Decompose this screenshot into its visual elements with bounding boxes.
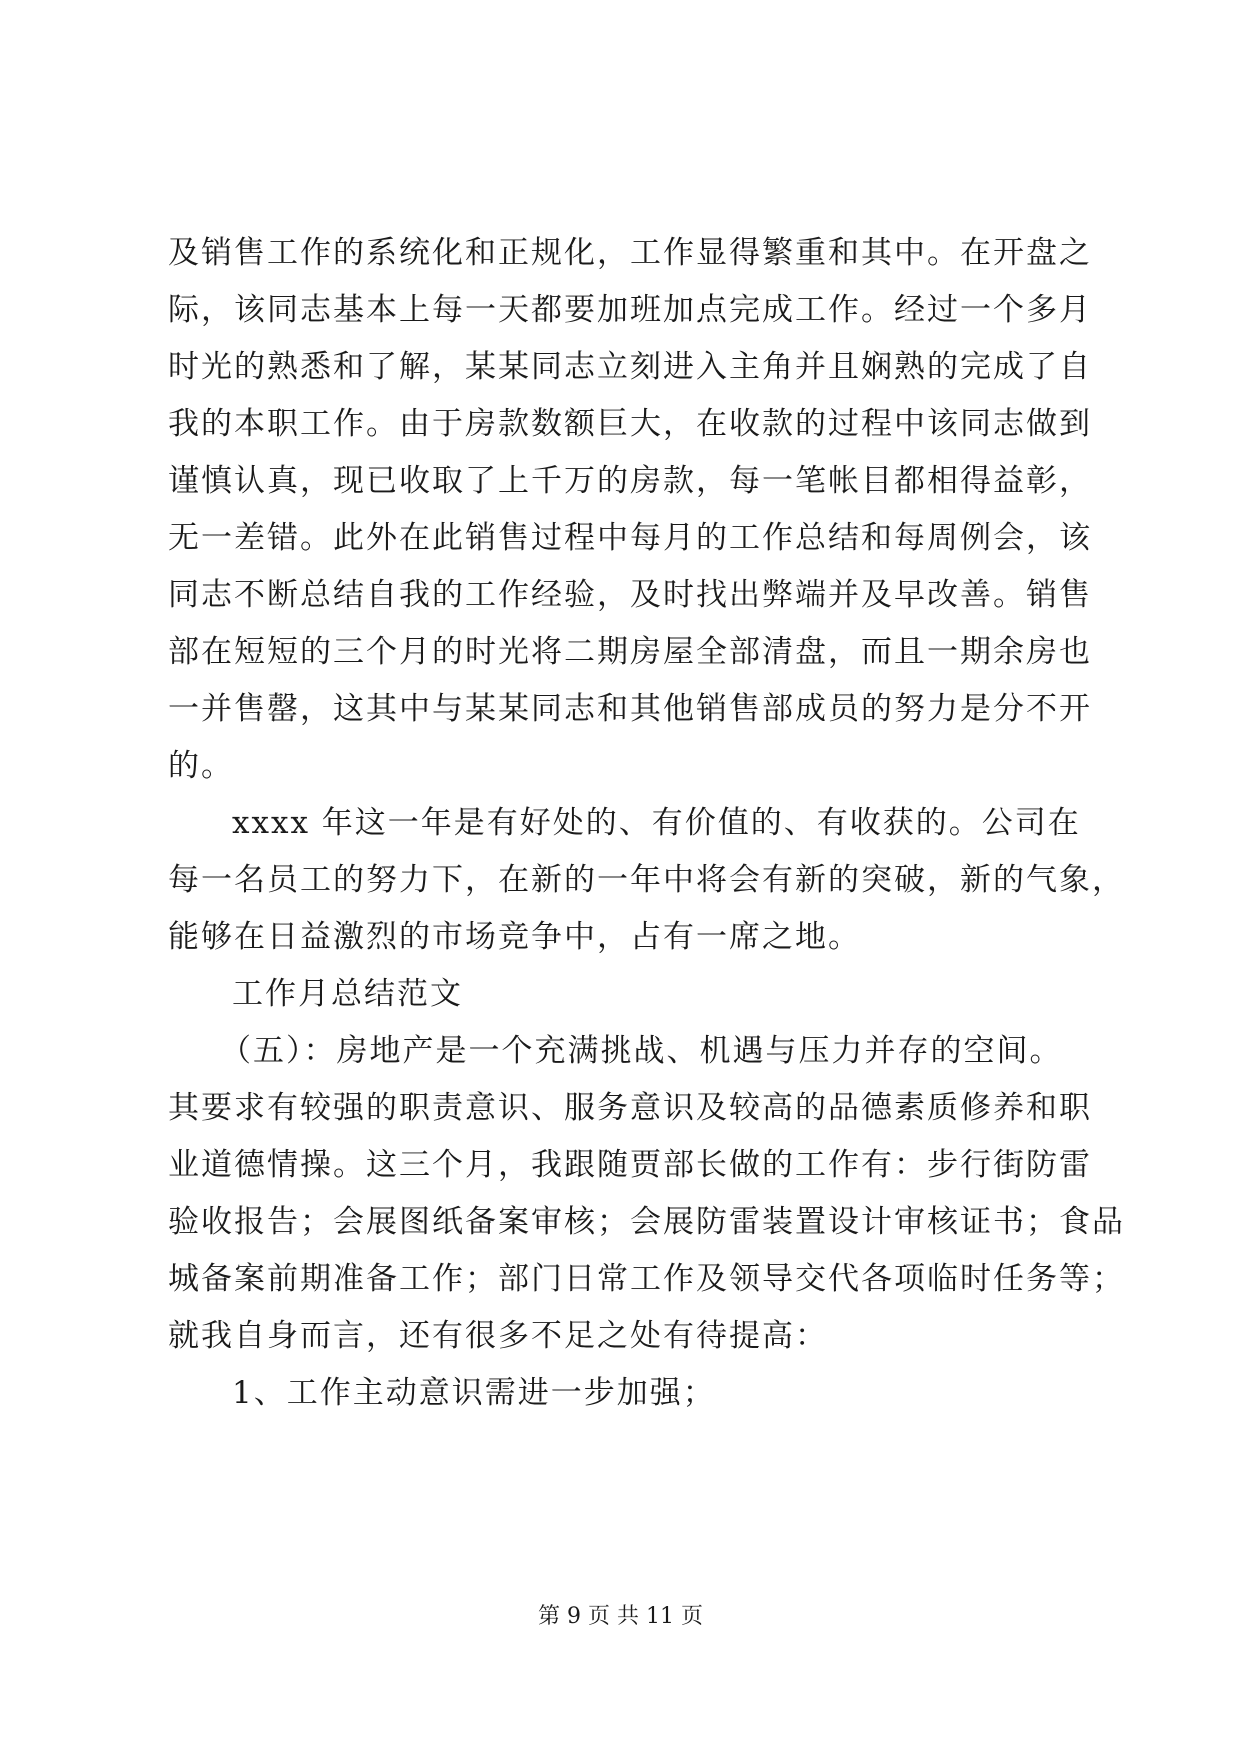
paragraph-start-line: xxxx 年这一年是有好处的、有价值的、有收获的。公司在 <box>232 805 1081 841</box>
text-line: 每一名员工的努力下，在新的一年中将会有新的突破，新的气象， <box>168 862 1125 898</box>
paragraph-start-line: （五）：房地产是一个充满挑战、机遇与压力并存的空间。 <box>220 1033 1063 1069</box>
page-footer: 第 9 页 共 11 页 <box>538 1604 703 1629</box>
text-line: 无一差错。此外在此销售过程中每月的工作总结和每周例会，该 <box>168 520 1092 556</box>
text-line: 能够在日益激烈的市场竞争中，占有一席之地。 <box>168 919 861 955</box>
text-line: 就我自身而言，还有很多不足之处有待提高： <box>168 1318 828 1354</box>
text-line: 一并售罄，这其中与某某同志和其他销售部成员的努力是分不开 <box>168 691 1092 727</box>
text-line: 际，该同志基本上每一天都要加班加点完成工作。经过一个多月 <box>168 292 1092 328</box>
text-line: 谨慎认真，现已收取了上千万的房款，每一笔帐目都相得益彰， <box>168 463 1092 499</box>
text-line: 城备案前期准备工作；部门日常工作及领导交代各项临时任务等； <box>168 1261 1125 1297</box>
list-item: 1、工作主动意识需进一步加强； <box>232 1375 716 1411</box>
text-line: 我的本职工作。由于房款数额巨大，在收款的过程中该同志做到 <box>168 406 1092 442</box>
text-line: 其要求有较强的职责意识、服务意识及较高的品德素质修养和职 <box>168 1090 1092 1126</box>
text-line: 业道德情操。这三个月，我跟随贾部长做的工作有：步行街防雷 <box>168 1147 1092 1183</box>
text-line: 及销售工作的系统化和正规化，工作显得繁重和其中。在开盘之 <box>168 235 1092 271</box>
text-line: 同志不断总结自我的工作经验，及时找出弊端并及早改善。销售 <box>168 577 1092 613</box>
text-line: 部在短短的三个月的时光将二期房屋全部清盘，而且一期余房也 <box>168 634 1092 670</box>
text-line: 验收报告；会展图纸备案审核；会展防雷装置设计审核证书；食品 <box>168 1204 1125 1240</box>
text-line: 的。 <box>168 748 234 784</box>
section-heading: 工作月总结范文 <box>232 976 463 1012</box>
document-body <box>168 225 1125 1422</box>
text-line: 时光的熟悉和了解，某某同志立刻进入主角并且娴熟的完成了自 <box>168 349 1092 385</box>
